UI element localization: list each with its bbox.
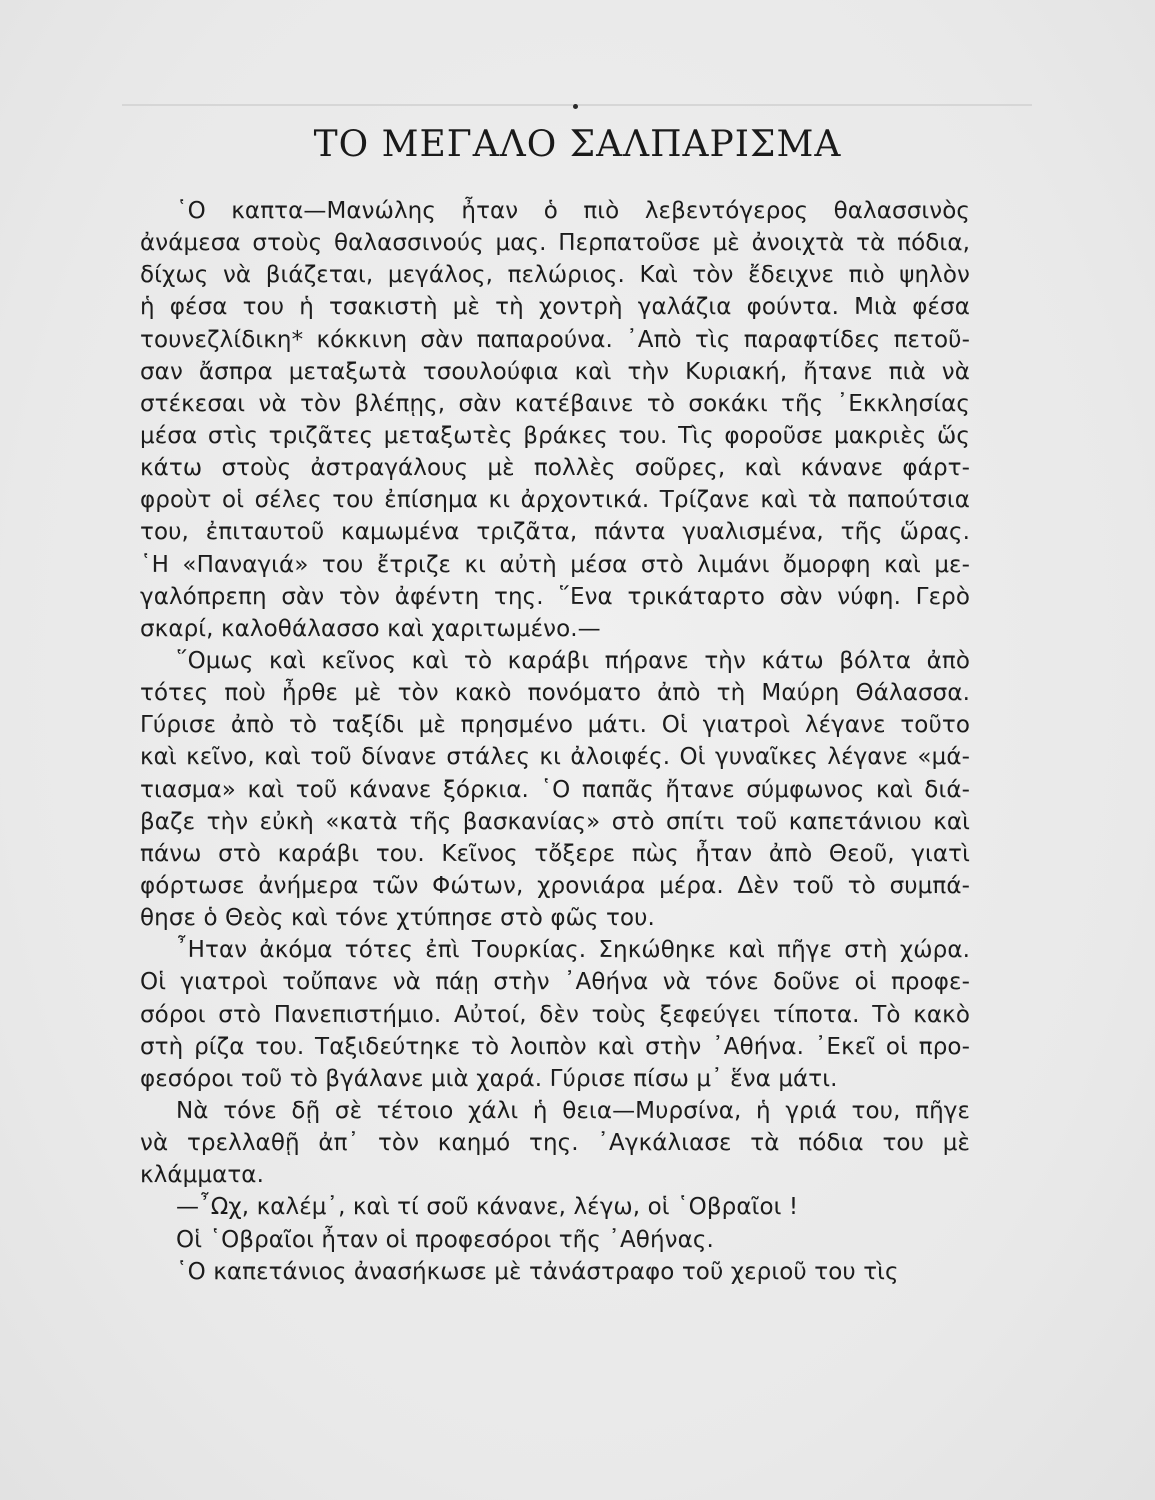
text-line: Οἱ ῾Οβραῖοι ἦταν οἱ προφεσόροι τῆς ᾿Αθήνας.	[176, 1226, 714, 1253]
text-line: του, ἐπιταυτοῦ καμωμένα τριζᾶτα, πάντα γυαλισμένα, τῆς ὥρας.	[140, 519, 970, 546]
text-line: Νὰ τόνε δῇ σὲ τέτοιο χάλι ἡ θεια—Μυρσίνα, ἡ γριά του, πῆγε	[176, 1097, 970, 1124]
text-line: φροὺτ οἱ σέλες του ἐπίσημα κι ἀρχοντικά. Τρίζανε καὶ τὰ παπούτσια	[140, 487, 970, 514]
text-line: ῏Ηταν ἀκόμα τότες ἐπὶ Τουρκίας. Σηκώθηκε καὶ πῆγε στὴ χώρα.	[176, 937, 970, 964]
text-line: κάτω στοὺς ἀστραγάλους μὲ πολλὲς σοῦρες, καὶ κάνανε φάρτ-	[140, 455, 970, 482]
text-line: —῏Ωχ, καλέμ᾿, καὶ τί σοῦ κάνανε, λέγω, οἱ ῾Οβραῖοι !	[176, 1194, 799, 1221]
text-line: σόροι στὸ Πανεπιστήμιο. Αὐτοί, δὲν τοὺς ξεφεύγει τίποτα. Τὸ κακὸ	[140, 1001, 970, 1028]
text-line: ἡ φέσα του ἡ τσακιστὴ μὲ τὴ χοντρὴ γαλάζια φούντα. Μιὰ φέσα	[140, 294, 970, 321]
text-line: φεσόροι τοῦ τὸ βγάλανε μιὰ χαρά. Γύρισε πίσω μ᾿ ἕνα μάτι.	[140, 1065, 838, 1092]
text-line: στὴ ρίζα του. Ταξιδεύτηκε τὸ λοιπὸν καὶ στὴν ᾿Αθήνα. ᾿Εκεῖ οἱ προ-	[140, 1033, 970, 1060]
text-line: ἀνάμεσα στοὺς θαλασσινούς μας. Περπατοῦσε μὲ ἀνοιχτὰ τὰ πόδια,	[140, 230, 970, 257]
text-line: στέκεσαι νὰ τὸν βλέπῃς, σὰν κατέβαινε τὸ σοκάκι τῆς ᾿Εκκλησίας	[140, 390, 970, 417]
text-line: μέσα στὶς τριζᾶτες μεταξωτὲς βράκες του. Τὶς φοροῦσε μακριὲς ὥς	[140, 422, 970, 449]
text-line: βαζε τὴν εὐκὴ «κατὰ τῆς βασκανίας» στὸ σπίτι τοῦ καπετάνιου καὶ	[140, 808, 970, 835]
text-line: θησε ὁ Θεὸς καὶ τόνε χτύπησε στὸ φῶς του.	[140, 905, 655, 932]
text-line: δίχως νὰ βιάζεται, μεγάλος, πελώριος. Καὶ τὸν ἔδειχνε πιὸ ψηλὸν	[140, 262, 970, 289]
text-line: ῾Ο καπτα—Μανώλης ἦταν ὁ πιὸ λεβεντόγερος θαλασσινὸς	[176, 198, 970, 224]
text-line: Γύρισε ἀπὸ τὸ ταξίδι μὲ πρησμένο μάτι. Οἱ γιατροὶ λέγανε τοῦτο	[140, 712, 970, 739]
text-line: τουνεζλίδικη* κόκκινη σὰν παπαρούνα. ᾿Απὸ τὶς παραφτίδες πετοῦ-	[140, 326, 970, 353]
text-line: πάνω στὸ καράβι του. Κεῖνος τὄξερε πὼς ἦταν ἀπὸ Θεοῦ, γιατὶ	[140, 840, 970, 867]
bleed-through-header	[120, 62, 1020, 102]
text-line: κλάμματα.	[140, 1162, 264, 1189]
text-line: ῾Η «Παναγιά» του ἔτριζε κι αὐτὴ μέσα στὸ λιμάνι ὄμορφη καὶ με-	[140, 551, 970, 578]
page-title: ΤΟ ΜΕΓΑΛΟ ΣΑΛΠΑΡΙΣΜΑ	[313, 124, 842, 165]
text-line: ῾Ο καπετάνιος ἀνασήκωσε μὲ τἀνάστραφο τοῦ χεριοῦ του τὶς	[176, 1258, 899, 1285]
text-line: γαλόπρεπη σὰν τὸν ἀφέντη της. ῞Ενα τρικάταρτο σὰν νύφη. Γερὸ	[140, 583, 970, 610]
text-line: τιασμα» καὶ τοῦ κάνανε ξόρκια. ῾Ο παπᾶς ἤτανε σύμφωνος καὶ διά-	[140, 776, 970, 803]
body-text	[140, 195, 970, 1288]
text-line: σκαρί, καλοθάλασσο καὶ χαριτωμένο.—	[140, 615, 601, 642]
text-line: Οἱ γιατροὶ τοὔπανε νὰ πάῃ στὴν ᾿Αθήνα νὰ τόνε δοῦνε οἱ προφε-	[140, 969, 970, 996]
page-dot-mark	[573, 104, 578, 109]
text-line: καὶ κεῖνο, καὶ τοῦ δίνανε στάλες κι ἀλοιφές. Οἱ γυναῖκες λέγανε «μά-	[140, 744, 970, 771]
text-line: τότες ποὺ ἦρθε μὲ τὸν κακὸ πονόματο ἀπὸ τὴ Μαύρη Θάλασσα.	[140, 680, 970, 707]
text-line: νὰ τρελλαθῇ ἀπ᾿ τὸν καημό της. ᾿Αγκάλιασε τὰ πόδια του μὲ	[140, 1130, 970, 1157]
text-line: σαν ἄσπρα μεταξωτὰ τσουλούφια καὶ τὴν Κυριακή, ἤτανε πιὰ νὰ	[140, 358, 970, 385]
text-line: ῞Ομως καὶ κεῖνος καὶ τὸ καράβι πήρανε τὴν κάτω βόλτα ἀπὸ	[176, 647, 970, 674]
text-line: φόρτωσε ἀνήμερα τῶν Φώτων, χρονιάρα μέρα. Δὲν τοῦ τὸ συμπά-	[140, 872, 970, 899]
